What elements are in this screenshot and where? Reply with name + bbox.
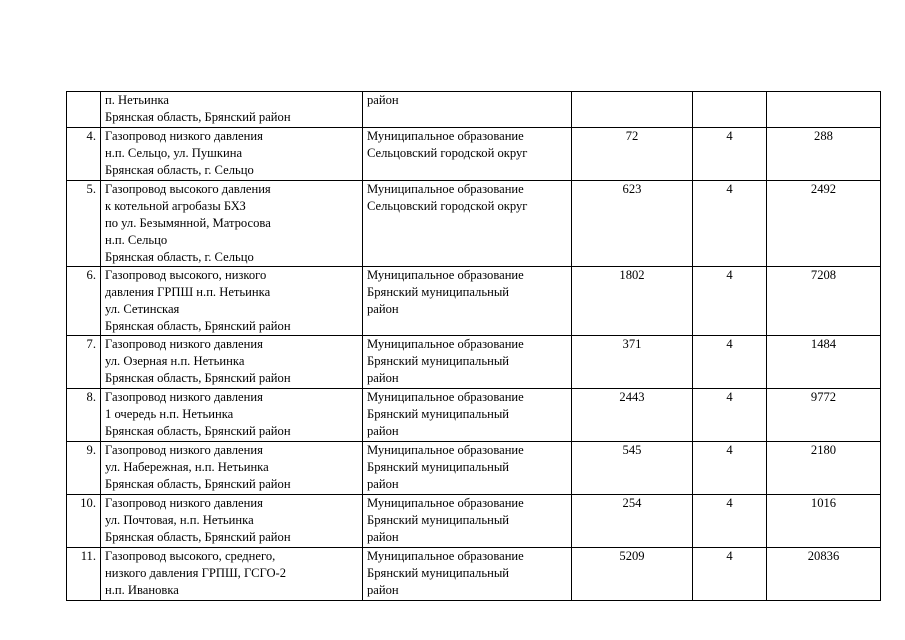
- object-name-line: ул. Набережная, н.п. Нетьинка: [105, 460, 269, 474]
- length-cell: 1802: [572, 267, 693, 336]
- object-name-line: Газопровод низкого давления: [105, 443, 263, 457]
- total-cell: 2180: [767, 442, 881, 495]
- owner-line: Брянский муниципальный: [367, 354, 510, 368]
- category-cell: 4: [693, 548, 767, 601]
- object-name-line: н.п. Сельцо, ул. Пушкина: [105, 146, 243, 160]
- object-name-line: Брянская область, Брянский район: [105, 371, 291, 385]
- owner-line: район: [367, 477, 399, 491]
- owner-line: район: [367, 424, 399, 438]
- row-number-cell: 4.: [67, 128, 101, 181]
- table-row: [67, 267, 881, 336]
- owner-line: Брянский муниципальный: [367, 513, 510, 527]
- owner-cell: [363, 548, 572, 601]
- object-name-line: Газопровод низкого давления: [105, 390, 263, 404]
- owner-cell: [363, 336, 572, 389]
- object-name-line: Газопровод высокого, среднего,: [105, 549, 276, 563]
- category-cell: [693, 92, 767, 128]
- object-name-line: Брянская область, Брянский район: [105, 110, 291, 124]
- category-cell: 4: [693, 181, 767, 267]
- category-cell: 4: [693, 128, 767, 181]
- category-cell: 4: [693, 389, 767, 442]
- owner-line: Сельцовский городской округ: [367, 199, 528, 213]
- object-name-line: 1 очередь н.п. Нетьинка: [105, 407, 234, 421]
- table-row: [67, 92, 881, 128]
- object-name-line: по ул. Безымянной, Матросова: [105, 216, 271, 230]
- object-name-cell: [101, 495, 363, 548]
- category-cell: 4: [693, 495, 767, 548]
- object-name-cell: [101, 267, 363, 336]
- object-name-cell: [101, 128, 363, 181]
- table-row: [67, 495, 881, 548]
- row-number-cell: 7.: [67, 336, 101, 389]
- owner-cell: [363, 389, 572, 442]
- owner-line: Брянский муниципальный: [367, 566, 510, 580]
- object-name-line: Газопровод низкого давления: [105, 129, 263, 143]
- owner-cell: [363, 128, 572, 181]
- row-number-cell: 6.: [67, 267, 101, 336]
- length-cell: 5209: [572, 548, 693, 601]
- object-name-line: Газопровод низкого давления: [105, 496, 263, 510]
- gas-pipeline-table: [66, 91, 881, 601]
- owner-line: район: [367, 583, 399, 597]
- length-cell: 545: [572, 442, 693, 495]
- object-name-line: давления ГРПШ н.п. Нетьинка: [105, 285, 271, 299]
- length-cell: [572, 92, 693, 128]
- object-name-line: ул. Сетинская: [105, 302, 180, 316]
- object-name-line: Брянская область, Брянский район: [105, 530, 291, 544]
- object-name-line: ул. Озерная н.п. Нетьинка: [105, 354, 245, 368]
- total-cell: 2492: [767, 181, 881, 267]
- object-name-line: ул. Почтовая, н.п. Нетьинка: [105, 513, 254, 527]
- object-name-cell: [101, 548, 363, 601]
- total-cell: 1484: [767, 336, 881, 389]
- owner-line: район: [367, 530, 399, 544]
- length-cell: 371: [572, 336, 693, 389]
- object-name-line: Газопровод высокого давления: [105, 182, 271, 196]
- table-row: [67, 128, 881, 181]
- owner-line: район: [367, 302, 399, 316]
- owner-line: Муниципальное образование: [367, 129, 524, 143]
- owner-cell: [363, 92, 572, 128]
- row-number-cell: [67, 92, 101, 128]
- owner-line: Муниципальное образование: [367, 390, 524, 404]
- row-number-cell: 5.: [67, 181, 101, 267]
- owner-line: Брянский муниципальный: [367, 460, 510, 474]
- object-name-line: Брянская область, г. Сельцо: [105, 163, 254, 177]
- owner-line: Муниципальное образование: [367, 549, 524, 563]
- owner-line: район: [367, 371, 399, 385]
- owner-cell: [363, 181, 572, 267]
- owner-line: Муниципальное образование: [367, 182, 524, 196]
- table-row: [67, 336, 881, 389]
- category-cell: 4: [693, 267, 767, 336]
- object-name-cell: [101, 92, 363, 128]
- object-name-line: Брянская область, Брянский район: [105, 319, 291, 333]
- object-name-line: Газопровод низкого давления: [105, 337, 263, 351]
- owner-line: Муниципальное образование: [367, 337, 524, 351]
- owner-line: Брянский муниципальный: [367, 285, 510, 299]
- category-cell: 4: [693, 442, 767, 495]
- owner-line: Муниципальное образование: [367, 496, 524, 510]
- row-number-cell: 9.: [67, 442, 101, 495]
- owner-line: Сельцовский городской округ: [367, 146, 528, 160]
- total-cell: 1016: [767, 495, 881, 548]
- object-name-line: Брянская область, Брянский район: [105, 477, 291, 491]
- object-name-cell: [101, 181, 363, 267]
- object-name-cell: [101, 389, 363, 442]
- total-cell: 7208: [767, 267, 881, 336]
- length-cell: 2443: [572, 389, 693, 442]
- object-name-cell: [101, 442, 363, 495]
- length-cell: 254: [572, 495, 693, 548]
- owner-cell: [363, 267, 572, 336]
- object-name-line: Брянская область, г. Сельцо: [105, 250, 254, 264]
- owner-cell: [363, 495, 572, 548]
- object-name-cell: [101, 336, 363, 389]
- length-cell: 72: [572, 128, 693, 181]
- table-row: [67, 442, 881, 495]
- row-number-cell: 8.: [67, 389, 101, 442]
- total-cell: 288: [767, 128, 881, 181]
- owner-line: Муниципальное образование: [367, 268, 524, 282]
- object-name-line: н.п. Сельцо: [105, 233, 168, 247]
- object-name-line: низкого давления ГРПШ, ГСГО-2: [105, 566, 287, 580]
- object-name-line: Брянская область, Брянский район: [105, 424, 291, 438]
- object-name-line: к котельной агробазы БХЗ: [105, 199, 246, 213]
- object-name-line: п. Нетьинка: [105, 93, 169, 107]
- total-cell: 20836: [767, 548, 881, 601]
- owner-line: район: [367, 93, 399, 107]
- total-cell: 9772: [767, 389, 881, 442]
- total-cell: [767, 92, 881, 128]
- object-name-line: н.п. Ивановка: [105, 583, 179, 597]
- row-number-cell: 11.: [67, 548, 101, 601]
- row-number-cell: 10.: [67, 495, 101, 548]
- table-row: [67, 389, 881, 442]
- owner-line: Муниципальное образование: [367, 443, 524, 457]
- table-body: [67, 92, 881, 601]
- owner-cell: [363, 442, 572, 495]
- length-cell: 623: [572, 181, 693, 267]
- table-row: [67, 548, 881, 601]
- owner-line: Брянский муниципальный: [367, 407, 510, 421]
- table-row: [67, 181, 881, 267]
- object-name-line: Газопровод высокого, низкого: [105, 268, 267, 282]
- category-cell: 4: [693, 336, 767, 389]
